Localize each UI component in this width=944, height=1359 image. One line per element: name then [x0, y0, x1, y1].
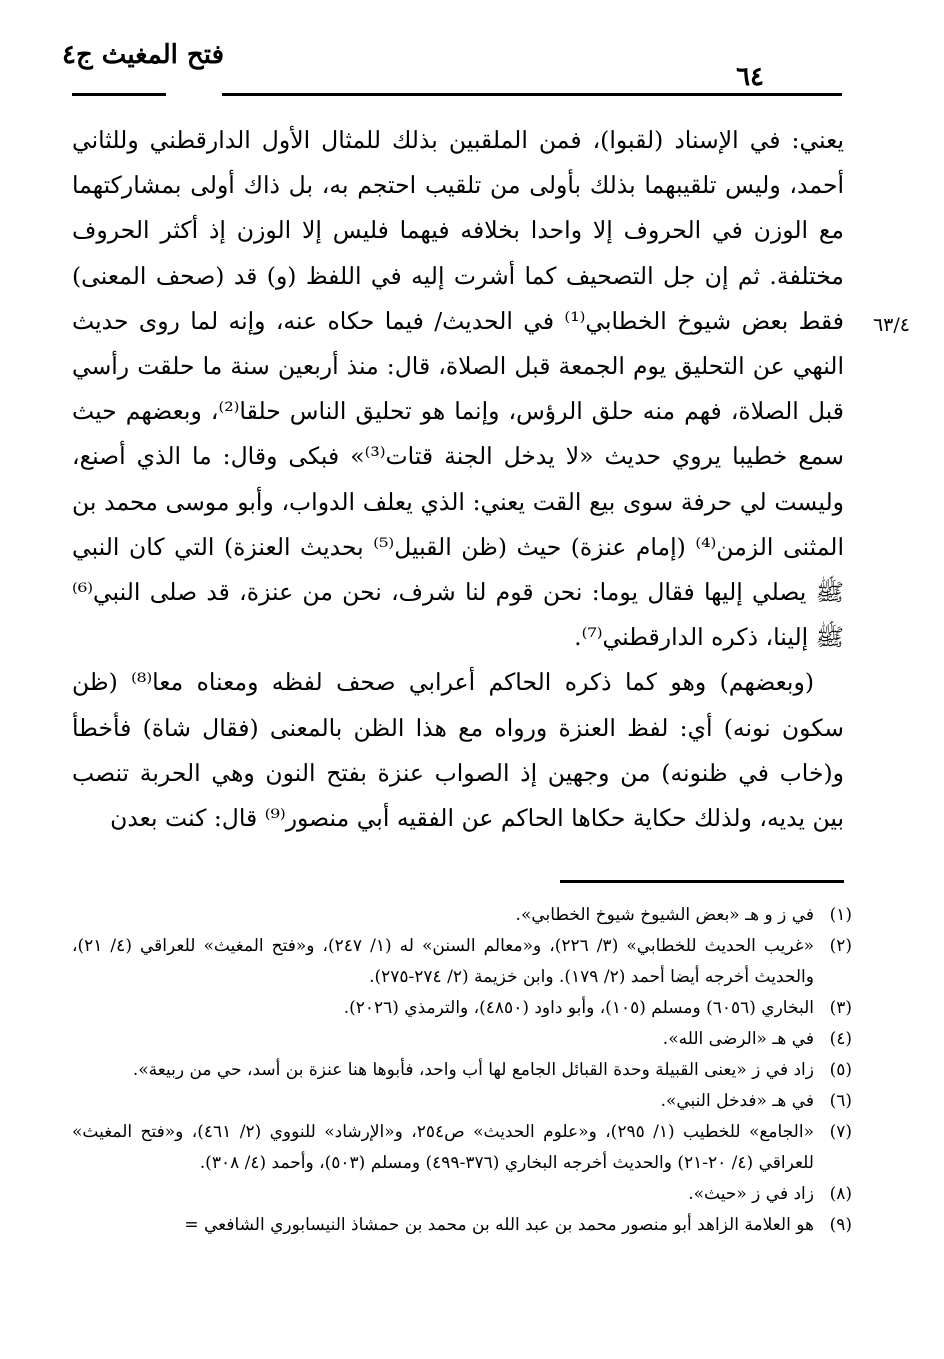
footnote [72, 1179, 852, 1210]
header-rule [222, 93, 842, 96]
footnote-text: هو العلامة الزاهد أبو منصور محمد بن عبد الله بن محمد بن حمشاذ النيسابوري الشافعي = [184, 1215, 814, 1235]
paragraph: (وبعضهم) وهو كما ذكره الحاكم أعرابي صحف لفظه ومعناه معا⁽⁸⁾ (ظن سكون نونه) أي: لفظ العنزة ورواه مع هذا الظن بالمعنى (فقال شاة) فأخطأ و(خاب في ظنونه) من وجهين إذ الصواب عنزة بفتح النون وهي الحربة تنصب بين يديه، ولذلك حكاية حكاها الحاكم عن الفقيه أبي منصور⁽⁹⁾ قال: كنت بعدن [72, 668, 844, 833]
footnote [72, 1086, 852, 1117]
footnote-number: (٨) [829, 1184, 852, 1204]
footnote-number: (٣) [829, 998, 852, 1018]
footnote-number: (١) [829, 905, 852, 925]
footnote-text: زاد في ز «يعنى القبيلة وحدة القبائل الجامع لها أب واحد، فأبوها هنا عنزة بن أسد، حي من ربيعة». [132, 1060, 814, 1080]
footnote [72, 993, 852, 1024]
footnote [72, 1117, 852, 1179]
footnote-text: البخاري (٦٠٥٦) ومسلم (١٠٥)، وأبو داود (٤٨٥٠)، والترمذي (٢٠٢٦). [343, 998, 814, 1018]
page-number: ٦٤ [736, 62, 764, 92]
footnote [72, 1210, 852, 1241]
footnote-text: في ز و هـ «بعض الشيوخ شيوخ الخطابي». [515, 905, 814, 925]
footnote-number: (٥) [829, 1060, 852, 1080]
footnote-text: «غريب الحديث للخطابي» (٣/ ٢٢٦)، و«معالم السنن» له (١/ ٢٤٧)، و«فتح المغيث» للعراقي (٤/ ٢١)، والحديث أخرجه أيضا أحمد (٢/ ١٧٩). وابن خزيمة (٢/ ٢٧٤-٢٧٥). [72, 936, 814, 987]
footnote [72, 1024, 852, 1055]
footnote-number: (٤) [829, 1029, 852, 1049]
running-head-title: فتح المغيث ج٤ [61, 40, 224, 70]
footnote-text: زاد في ز «حيث». [688, 1184, 814, 1204]
footnote-number: (٧) [829, 1122, 852, 1142]
footnotes [72, 900, 852, 1241]
paragraph: يعني: في الإسناد (لقبوا)، فمن الملقبين بذلك للمثال الأول الدارقطني وللثاني أحمد، وليس تلقيبهما بذلك بأولى من تلقيب احتجم به، بل ذاك أولى بمشاركتهما مع الوزن في الحروف إلا واحدا بخلافه فيهما فليس إلا الوزن إذ أكثر الحروف مختلفة. ثم إن جل التصحيف كما أشرت إليه في اللفظ (و) قد (صحف المعنى) فقط بعض شيوخ الخطابي⁽¹⁾ في الحديث/ فيما حكاه عنه، وإنه لما روى حديث النهي عن التحليق يوم الجمعة قبل الصلاة، قال: منذ أربعين سنة ما حلقت رأسي قبل الصلاة، فهم منه حلق الرؤس، وإنما هو تحليق الناس حلقا⁽²⁾، وبعضهم حيث سمع خطيبا يروي حديث «لا يدخل الجنة قتات⁽³⁾» فبكى وقال: ما الذي أصنع، وليست لي حرفة سوى بيع القت يعني: الذي يعلف الدواب، وأبو موسى محمد بن المثنى الزمن⁽⁴⁾ (إمام عنزة) حيث (ظن القبيل⁽⁵⁾ بحديث العنزة) التي كان النبي ﷺ يصلي إليها فقال يوما: نحن قوم لنا شرف، نحن من عنزة، قد صلى النبي⁽⁶⁾ ﷺ إلينا، ذكره الدارقطني⁽⁷⁾. [72, 126, 844, 652]
footnote [72, 1055, 852, 1086]
footnote-number: (٦) [829, 1091, 852, 1111]
footnote-text: في هـ «الرضى الله». [662, 1029, 814, 1049]
footnote-text: في هـ «فدخل النبي». [660, 1091, 814, 1111]
footnote-number: (٢) [829, 936, 852, 956]
margin-reference: ٦٣/٤ [872, 314, 910, 336]
footnote-text: «الجامع» للخطيب (١/ ٢٩٥)، و«علوم الحديث» ص٢٥٤، و«الإرشاد» للنووي (٢/ ٤٦١)، و«فتح المغيث» للعراقي (٤/ ٢٠-٢١) والحديث أخرجه البخاري (٣٧٦-٤٩٩) ومسلم (٥٠٣)، وأحمد (٤/ ٣٠٨). [72, 1122, 814, 1173]
main-text [72, 118, 844, 841]
footnote [72, 900, 852, 931]
footnote [72, 931, 852, 993]
header-rule-short [72, 93, 166, 96]
footnote-number: (٩) [829, 1215, 852, 1235]
footnote-separator [560, 880, 844, 883]
